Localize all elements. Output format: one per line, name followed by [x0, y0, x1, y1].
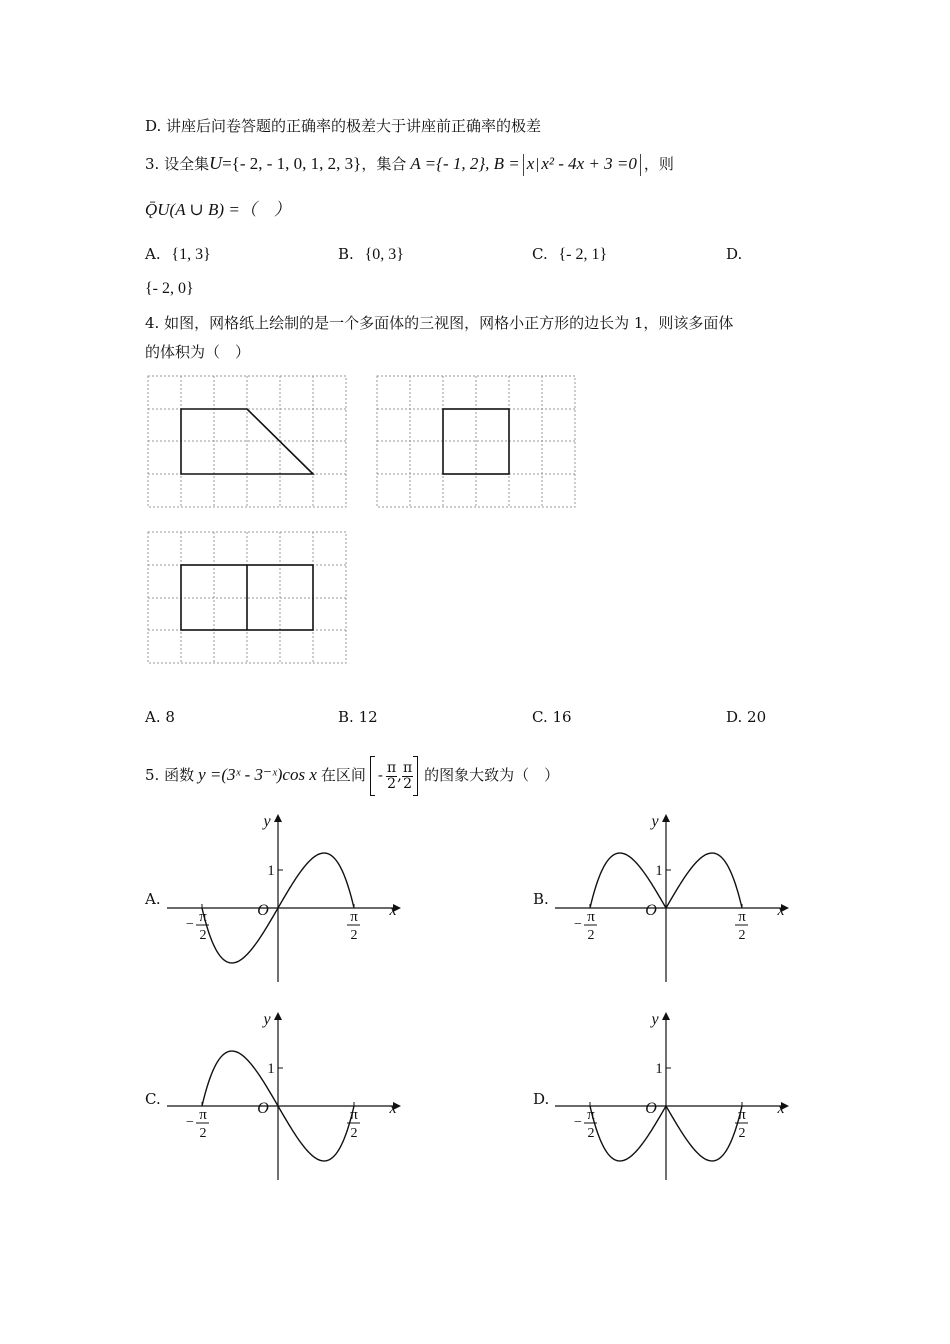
neg-two-label: 2: [199, 1126, 207, 1141]
q3-option-d-value: {- 2, 0}: [145, 280, 194, 297]
y-tick-one-label: 1: [267, 1061, 275, 1077]
y-axis-arrow: [274, 1012, 282, 1020]
y-axis-arrow: [274, 814, 282, 822]
x-axis-label: x: [777, 902, 785, 919]
pi-label: π: [350, 909, 358, 925]
q3-set-b-label: , B =: [485, 154, 520, 173]
q3-expression: ǬU(A ∪ B) =（ ）: [145, 200, 291, 219]
q3-option-a: A. {1, 3}: [145, 245, 211, 263]
x-axis-label: x: [777, 1100, 785, 1117]
y-tick-one-label: 1: [267, 863, 275, 879]
q3-set-a: A ={- 1, 2}: [410, 154, 486, 173]
q5-option-c-label: C.: [145, 1090, 161, 1108]
two-label: 2: [738, 928, 746, 943]
neg-pi-label: π: [587, 909, 595, 925]
q5-graph-d: [553, 1008, 793, 1188]
q5-function: y =(3ˣ - 3⁻ˣ)cos x: [198, 765, 317, 784]
neg-pi-label: π: [199, 1107, 207, 1123]
q4-option-a: A. 8: [145, 708, 175, 726]
y-axis-label: y: [651, 1011, 659, 1028]
q4-option-c: C. 16: [532, 708, 572, 726]
q3-suffix: ，则: [643, 155, 674, 173]
origin-label: O: [257, 902, 269, 919]
neg-pi-label: π: [587, 1107, 595, 1123]
q3-option-b: B. {0, 3}: [338, 245, 404, 263]
neg-sign: −: [186, 1115, 194, 1130]
q4-stem-line1: 4. 如图，网格纸上绘制的是一个多面体的三视图，网格小正方形的边长为 1，则该多面体: [145, 314, 734, 332]
q3-universal-label: U: [209, 153, 223, 173]
q3-option-d-label: D.: [726, 245, 743, 263]
side-view: [377, 376, 575, 507]
q3-set-b-var: x: [526, 154, 535, 173]
q2-option-d: D. 讲座后问卷答题的正确率的极差大于讲座前正确率的极差: [145, 117, 542, 135]
q5-option-b-label: B.: [533, 890, 549, 908]
neg-two-label: 2: [587, 1126, 595, 1141]
neg-pi-label: π: [199, 909, 207, 925]
neg-sign: −: [574, 1115, 582, 1130]
x-axis-label: x: [389, 1100, 397, 1117]
q3-option-c: C. {- 2, 1}: [532, 245, 608, 263]
q3-mid: ，集合: [361, 155, 407, 173]
origin-label: O: [645, 1100, 657, 1117]
neg-sign: −: [186, 917, 194, 932]
q4-option-d: D. 20: [726, 708, 767, 726]
y-axis-arrow: [662, 814, 670, 822]
q5-graph-c: [165, 1008, 405, 1188]
y-axis-label: y: [263, 1011, 271, 1028]
two-label: 2: [350, 1126, 358, 1141]
q5-interval-upper: $\frac{\pi}{2}$: [402, 759, 413, 792]
origin-label: O: [645, 902, 657, 919]
y-tick-one-label: 1: [655, 1061, 663, 1077]
q3-universal-set: ={- 2, - 1, 0, 1, 2, 3}: [222, 154, 362, 173]
q4-option-b: B. 12: [338, 708, 378, 726]
q4-stem-line2: 的体积为（ ）: [145, 343, 251, 361]
pi-label: π: [738, 909, 746, 925]
q5-graph-a: [165, 810, 405, 990]
neg-two-label: 2: [199, 928, 207, 943]
q5-bracket-left: [370, 756, 375, 796]
q5-bracket-right: [413, 756, 418, 796]
front-view: [148, 376, 346, 507]
y-axis-label: y: [651, 813, 659, 830]
q5-interval-lower: $\frac{\pi}{2}$: [386, 759, 397, 792]
q5-suffix: 的图象大致为（ ）: [424, 766, 560, 784]
y-axis-arrow: [662, 1012, 670, 1020]
q5-mid: 在区间: [320, 766, 366, 784]
q5-stem: 5. 函数 y =(3ˣ - 3⁻ˣ)cos x 在区间 - $\frac{\pi}{2}$ , $\frac{\pi}{2}$ 的图象大致为（ ）: [145, 756, 559, 796]
q5-graph-b: [553, 810, 793, 990]
q3-set-b-cond: x² - 4x + 3 =0: [541, 154, 637, 173]
pi-label: π: [738, 1107, 746, 1123]
y-tick-one-label: 1: [655, 863, 663, 879]
origin-label: O: [257, 1100, 269, 1117]
y-axis-label: y: [263, 813, 271, 830]
q5-option-a-label: A.: [145, 890, 161, 908]
top-view: [148, 532, 346, 663]
two-label: 2: [350, 928, 358, 943]
q5-option-d-label: D.: [533, 1090, 550, 1108]
pi-label: π: [350, 1107, 358, 1123]
neg-sign: −: [574, 917, 582, 932]
neg-two-label: 2: [587, 928, 595, 943]
q3-prefix: 3. 设全集: [145, 155, 210, 173]
x-axis-label: x: [389, 902, 397, 919]
two-label: 2: [738, 1126, 746, 1141]
q5-prefix: 5. 函数: [145, 766, 195, 784]
q5-interval-minus: -: [377, 766, 383, 784]
